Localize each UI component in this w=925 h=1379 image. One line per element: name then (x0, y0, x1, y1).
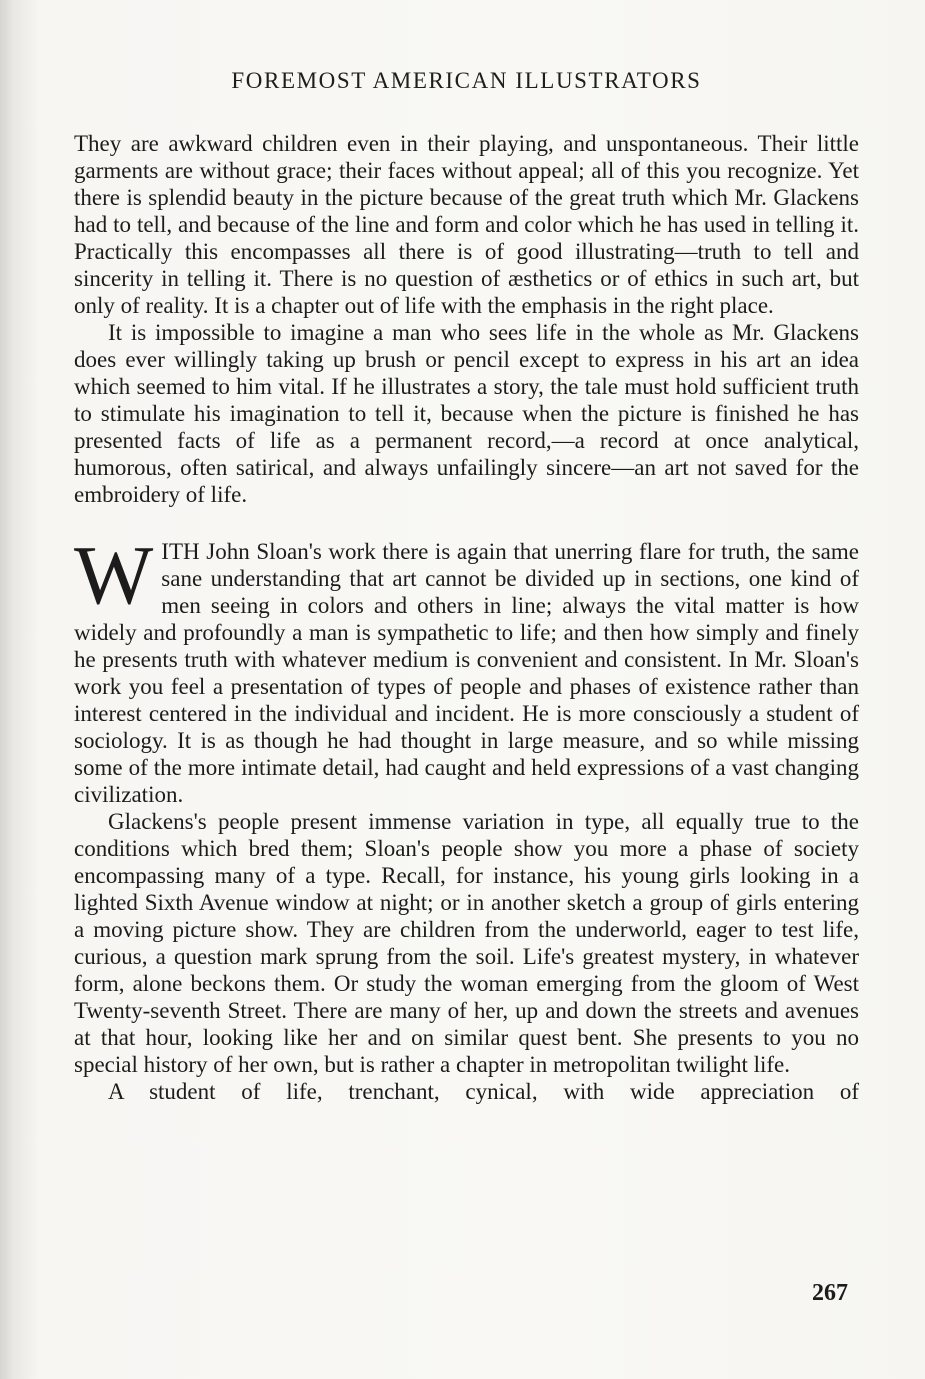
paragraph-5: A student of life, trenchant, cynical, with wide appreciation of (108, 1079, 859, 1104)
paragraph-3-text: ITH John Sloan's work there is again that unerring flare for truth, the same sane understanding that art cannot be divided up in sections, one kind of men seeing in colors and others in line; always the vital matter is how widely and profoundly a man is sympathetic to life; and then how simply and finely he presents truth with whatever medium is convenient and consistent. In Mr. Sloan's work you feel a presentation of types of people and phases of existence rather than interest centered in the individual and incident. He is more consciously a student of sociology. It is as though he had thought in large measure, and so while missing some of the more intimate detail, had caught and held expressions of a vast changing civilization. (74, 539, 859, 807)
paragraph-3 (74, 529, 859, 808)
running-header: FOREMOST AMERICAN ILLUSTRATORS (231, 68, 702, 93)
paragraph-2: It is impossible to imagine a man who sees life in the whole as Mr. Glackens does ever willingly taking up brush or pencil except to express in his art an idea which seemed to him vital. If he illustrates a story, the tale must hold sufficient truth to stimulate his imagination to tell it, because when the picture is finished he has presented facts of life as a permanent record,—a record at once analytical, humorous, often satirical, and always unfailingly sincere—an art not saved for the embroidery of life. (74, 320, 859, 507)
drop-cap-letter: W (74, 529, 154, 622)
paragraph-4: Glackens's people present immense variation in type, all equally true to the conditions which bred them; Sloan's people show you more a phase of society encompassing many of a type. Recall, for instance, his young girls looking in a lighted Sixth Avenue window at night; or in another sketch a group of girls entering a moving picture show. They are children from the underworld, eager to test life, curious, a question mark sprung from the soil. Life's greatest mystery, in whatever form, alone beckons them. Or study the woman emerging from the gloom of West Twenty-seventh Street. There are many of her, up and down the streets and avenues at that hour, looking like her and on similar quest bent. She presents to you no special history of her own, but is rather a chapter in metropolitan twilight life. (74, 809, 859, 1077)
body-text (74, 130, 859, 1105)
page-number: 267 (812, 1280, 848, 1306)
paragraph-1: They are awkward children even in their playing, and unspontaneous. Their little garments are without grace; their faces without appeal; all of this you recognize. Yet there is splendid beauty in the picture because of the great truth which Mr. Glackens had to tell, and because of the line and form and color which he has used in telling it. Practically this encompasses all there is of good illustrating—truth to tell and sincerity in telling it. There is no question of æsthetics or of ethics in such art, but only of reality. It is a chapter out of life with the emphasis in the right place. (74, 131, 859, 318)
